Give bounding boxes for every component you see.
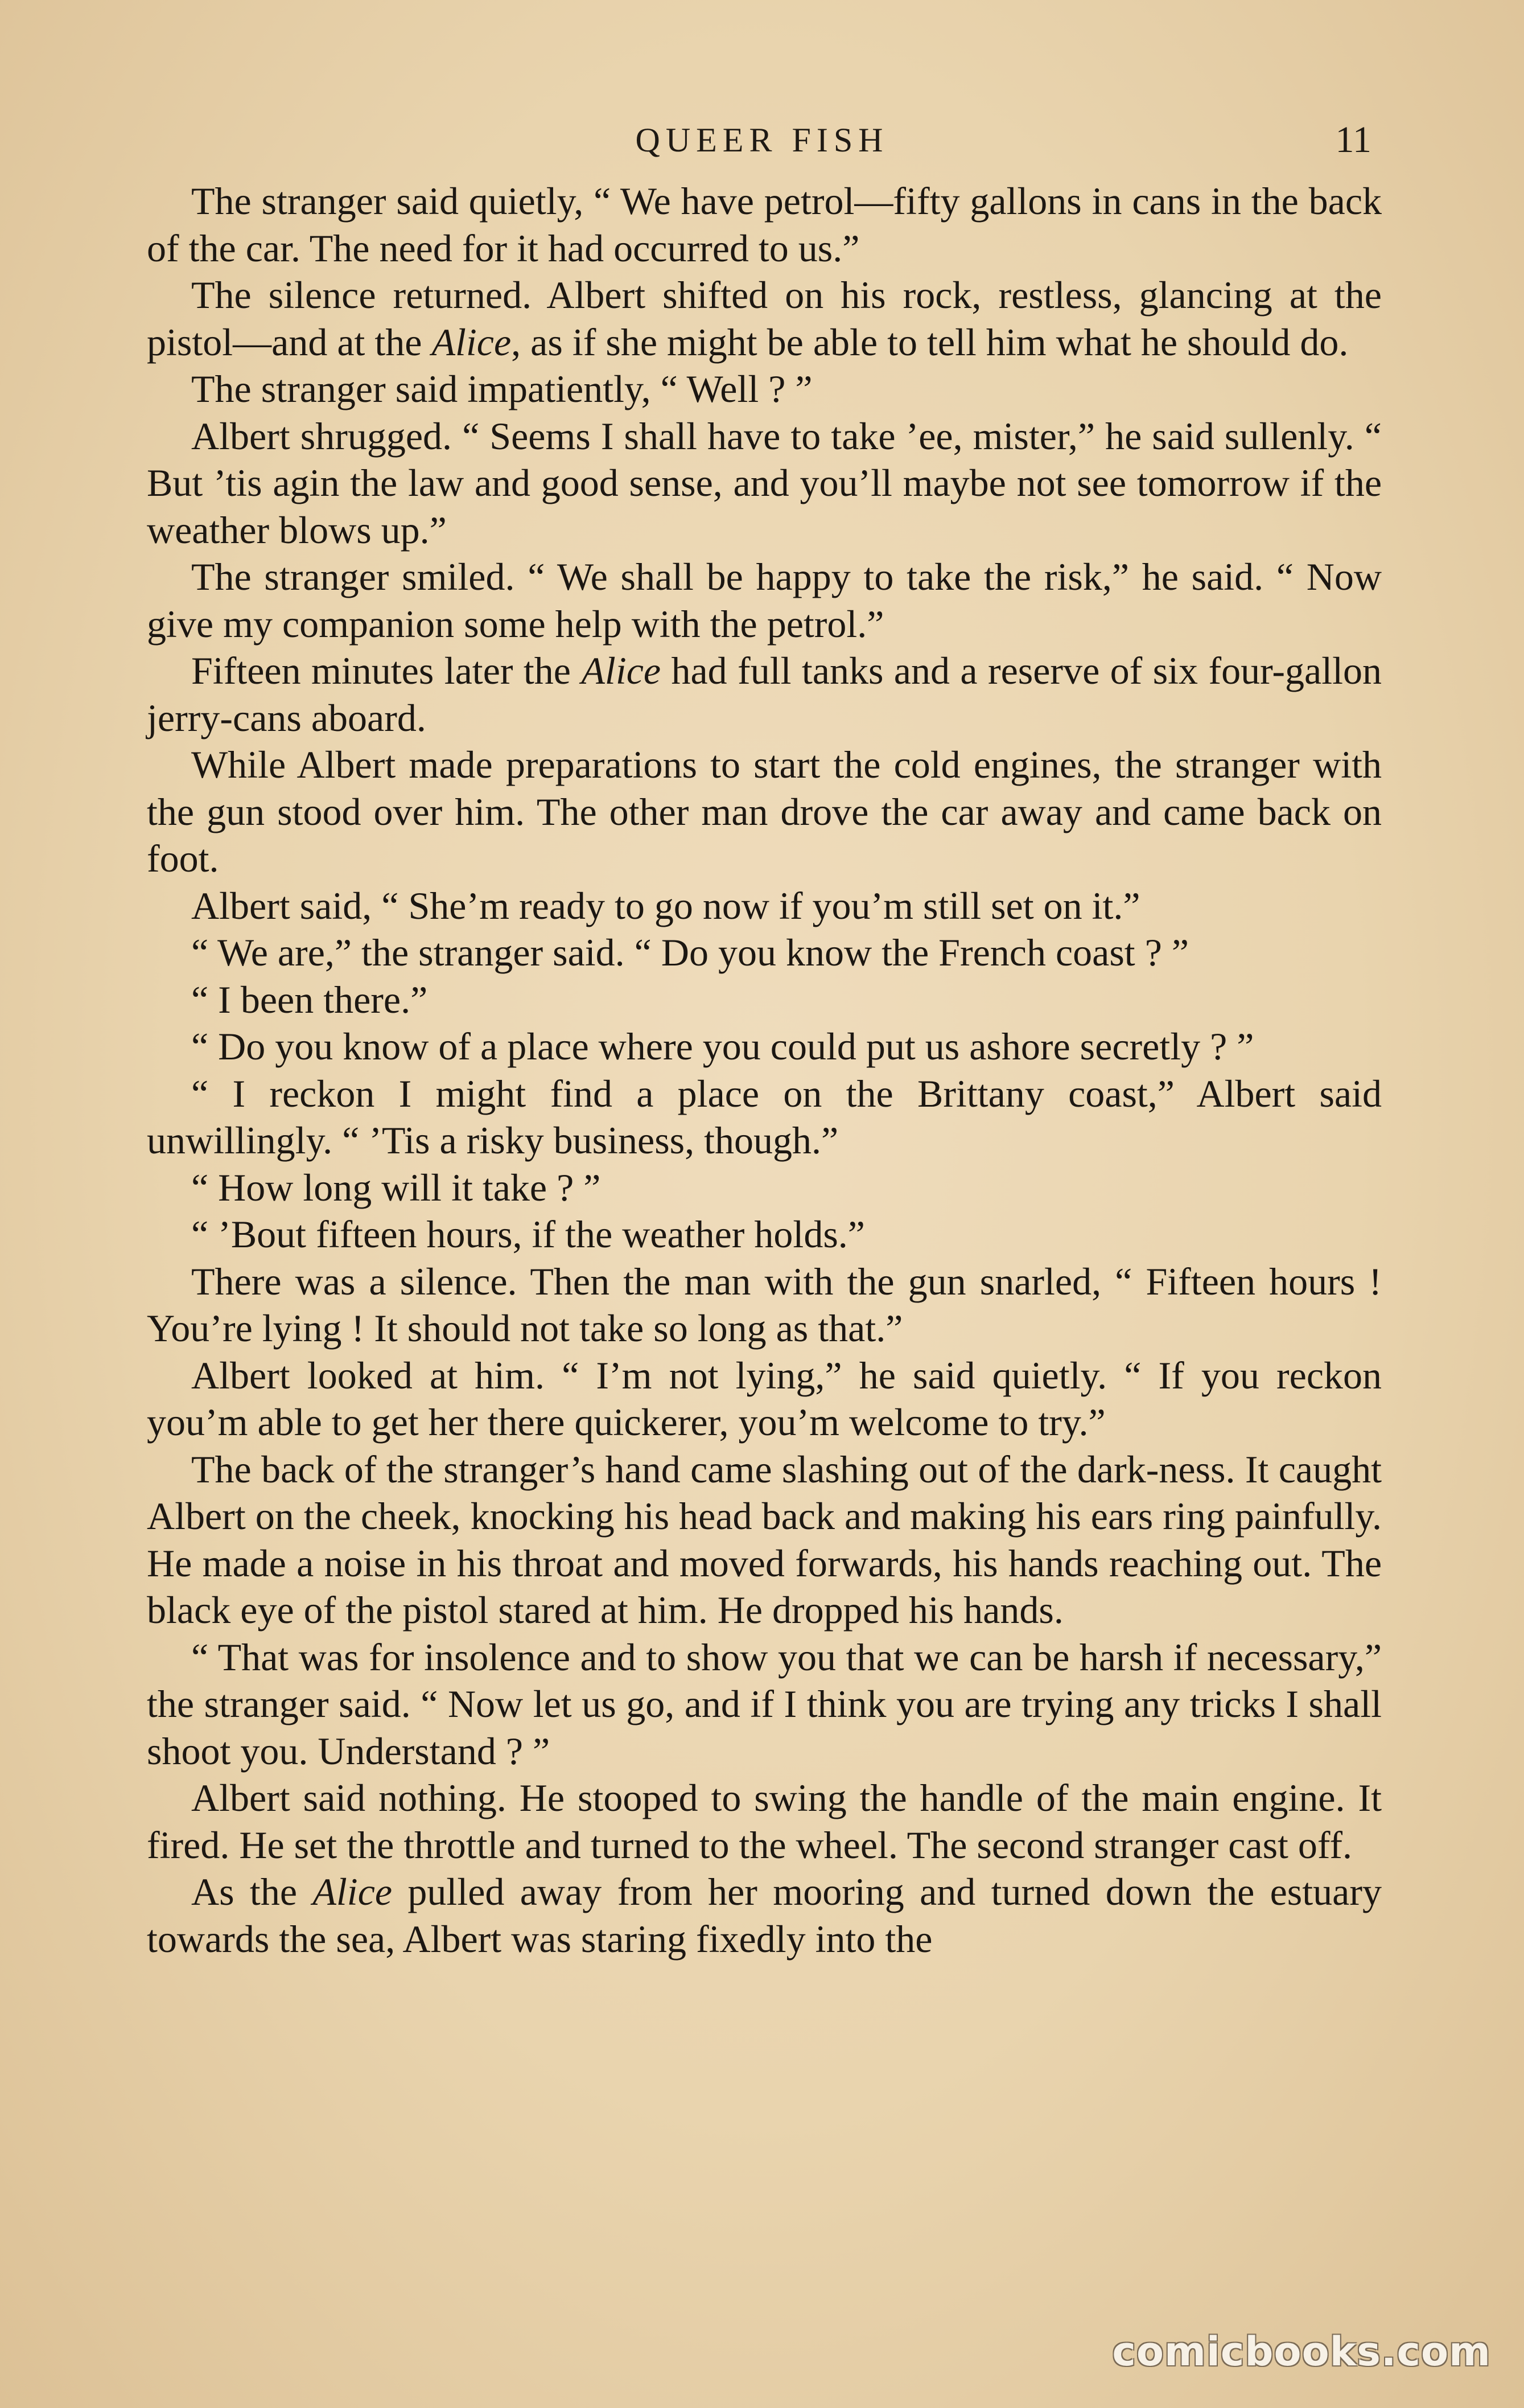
paragraph-text: “ I been there.” (191, 977, 428, 1021)
paragraph-text: While Albert made preparations to start the cold engines, the stranger with the gun stood over him. The other man drove the car away and came back on foot. (147, 743, 1382, 880)
paragraph (147, 1446, 1382, 1634)
paragraph (147, 1774, 1382, 1868)
paragraph-text: pulled away from her mooring and turned down the estuary towards the sea, Albert was staring fixedly into the (147, 1870, 1382, 1961)
paragraph-text: Fifteen minutes later the (191, 649, 582, 692)
paragraph-text: The silence returned. Albert shifted on his rock, restless, glancing at the pistol—and at the (147, 273, 1382, 364)
paragraph (147, 1070, 1382, 1164)
paragraph (147, 553, 1382, 647)
paragraph-text: The stranger said quietly, “ We have petrol—fifty gallons in cans in the back of the car. The need for it had occurred to us.” (147, 179, 1382, 270)
paragraph-text: “ Do you know of a place where you could put us ashore secretly ? ” (191, 1025, 1254, 1068)
paragraph-text: had full tanks and a reserve of six four-gallon jerry-cans aboard. (147, 649, 1382, 739)
paragraph-text: “ That was for insolence and to show you that we can be harsh if necessary,” the stranger said. “ Now let us go, and if I think you are trying any tricks I shall shoot you. Understand ? ” (147, 1635, 1382, 1773)
running-head (0, 121, 1524, 166)
paragraph-text: “ I reckon I might find a place on the Brittany coast,” Albert said unwillingly. “ ’Tis a risky business, though.” (147, 1071, 1382, 1162)
paragraph-text: There was a silence. Then the man with the gun snarled, “ Fifteen hours ! You’re lying ! It should not take so long as that.” (147, 1259, 1382, 1350)
paragraph (147, 882, 1382, 930)
paragraph (147, 1211, 1382, 1258)
paragraph-text: As the (191, 1870, 313, 1913)
paragraph (147, 1164, 1382, 1211)
paragraph (147, 647, 1382, 741)
paragraph (147, 741, 1382, 882)
page-number: 11 (1335, 119, 1371, 161)
paragraph (147, 272, 1382, 365)
paragraph-text: Albert said, “ She’m ready to go now if you’m still set on it.” (191, 884, 1140, 927)
paragraph-text: “ ’Bout fifteen hours, if the weather holds.” (191, 1213, 865, 1256)
paragraph-text: The back of the stranger’s hand came slashing out of the dark-ness. It caught Albert on the cheek, knocking his head back and making his ears ring painfully. He made a noise in his throat and moved forwards, his hands reaching out. The black eye of the pistol stared at him. He dropped his hands. (147, 1447, 1382, 1632)
paragraph-text: , as if she might be able to tell him what he should do. (511, 320, 1349, 364)
boat-name-italic: Alice (581, 649, 661, 692)
paragraph (147, 1634, 1382, 1775)
boat-name-italic: Alice (431, 320, 512, 364)
paragraph-text: Albert shrugged. “ Seems I shall have to take ’ee, mister,” he said sullenly. “ But ’tis agin the law and good sense, and you’ll maybe not see tomorrow if the weather blows up.” (147, 414, 1382, 552)
paragraph-text: Albert looked at him. “ I’m not lying,” he said quietly. “ If you reckon you’m able to get her there quickerer, you’m welcome to try.” (147, 1353, 1382, 1444)
paragraph (147, 929, 1382, 976)
paragraph-text: The stranger smiled. “ We shall be happy to take the risk,” he said. “ Now give my companion some help with the petrol.” (147, 555, 1382, 646)
paragraph (147, 1868, 1382, 1962)
boat-name-italic: Alice (312, 1870, 393, 1913)
paragraph-text: “ How long will it take ? ” (191, 1165, 601, 1209)
paragraph (147, 976, 1382, 1024)
watermark: comicbooks.com (1112, 2328, 1491, 2375)
body-text (147, 178, 1382, 1962)
running-title: QUEER FISH (635, 121, 889, 159)
paragraph (147, 178, 1382, 272)
paragraph-text: “ We are,” the stranger said. “ Do you know the French coast ? ” (191, 931, 1189, 974)
paragraph-text: Albert said nothing. He stooped to swing the handle of the main engine. It fired. He set the throttle and turned to the wheel. The second stranger cast off. (147, 1776, 1382, 1867)
paragraph-text: The stranger said impatiently, “ Well ? ” (191, 367, 813, 410)
paragraph (147, 365, 1382, 413)
paragraph (147, 1023, 1382, 1070)
paragraph (147, 1352, 1382, 1446)
paragraph (147, 413, 1382, 554)
paragraph (147, 1258, 1382, 1352)
